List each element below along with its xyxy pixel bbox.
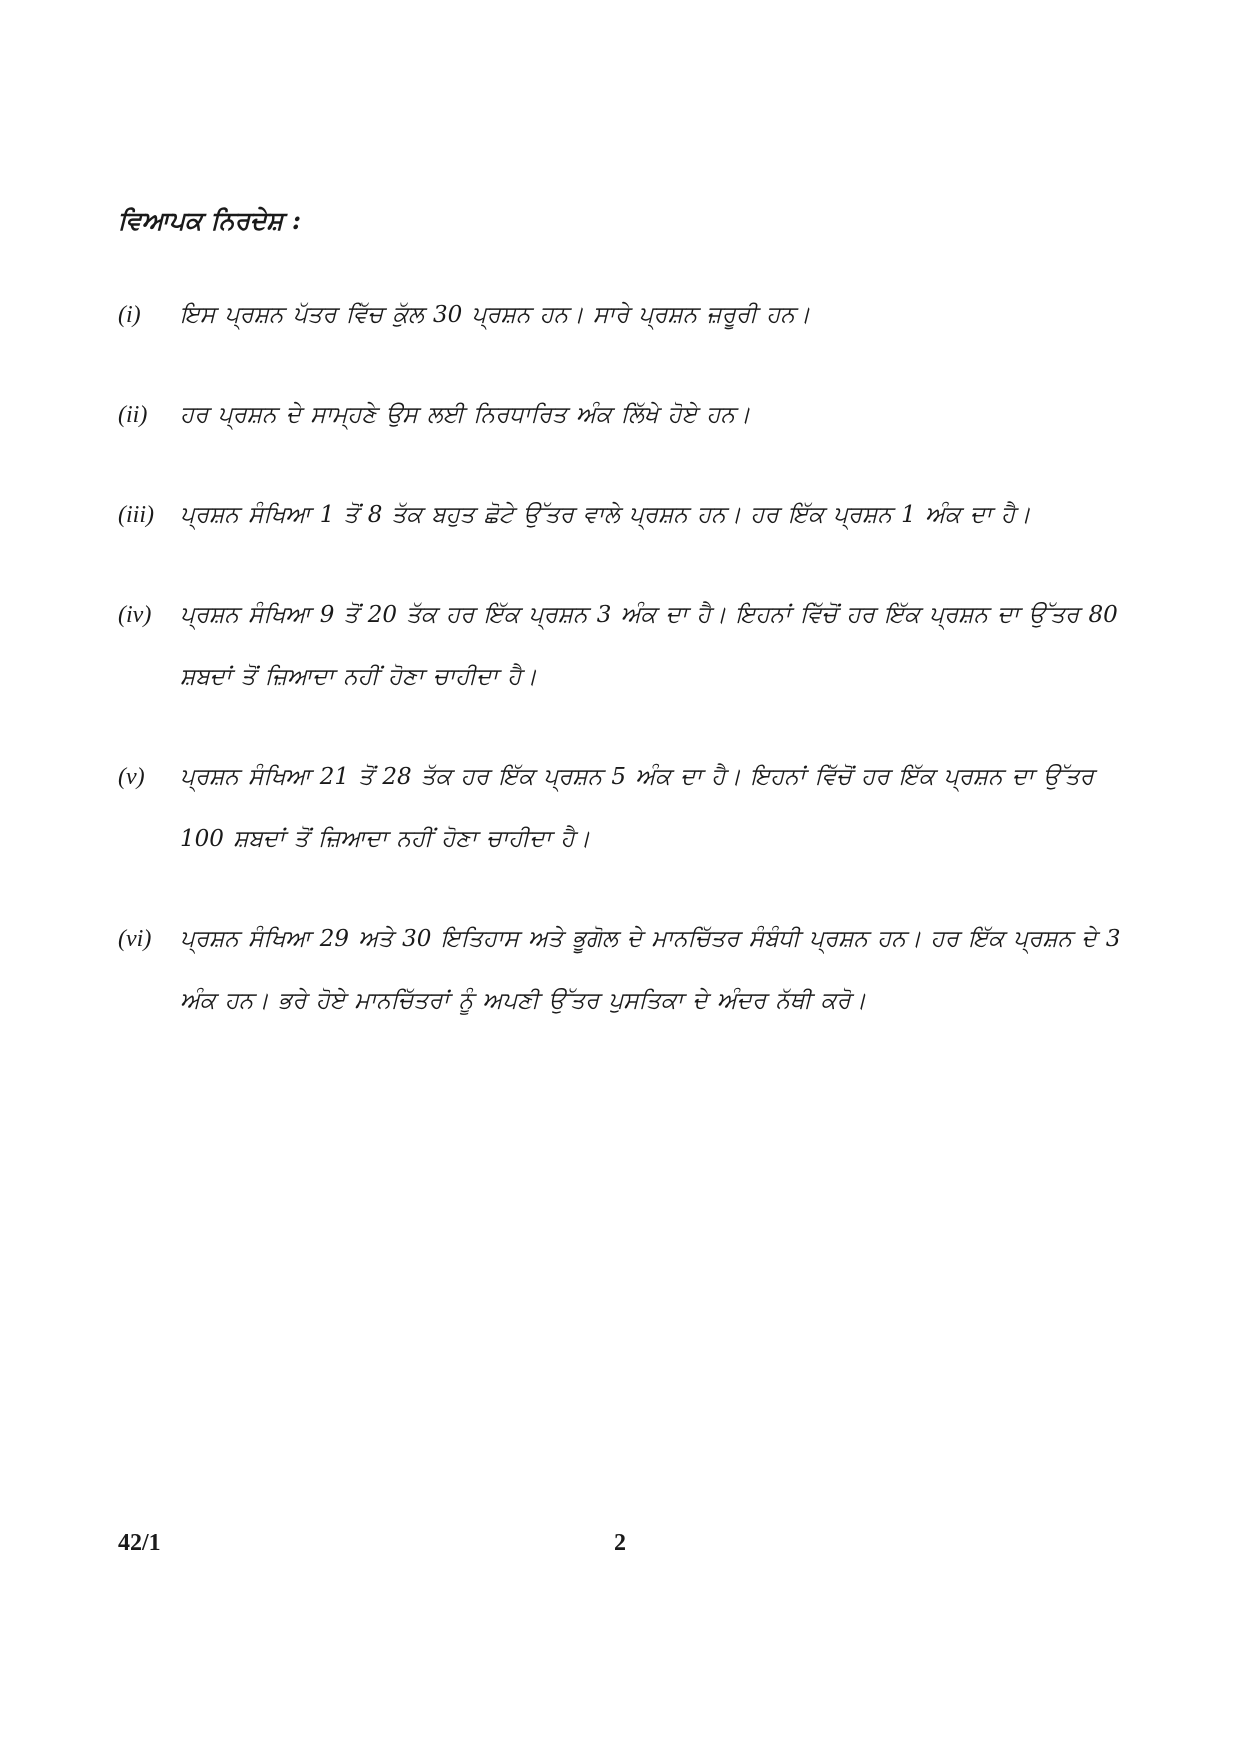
instruction-number: (iii) — [118, 502, 154, 528]
instruction-number: (iv) — [118, 602, 152, 628]
instruction-number: (ii) — [118, 402, 148, 428]
instruction-text: ਇਸ ਪ੍ਰਸ਼ਨ ਪੱਤਰ ਵਿੱਚ ਕੁੱਲ 30 ਪ੍ਰਸ਼ਨ ਹਨ। ਸਾਰੇ ਪ੍ਰਸ਼ਨ ਜ਼ਰੂਰੀ ਹਨ। — [180, 302, 811, 328]
instructions-heading: ਵਿਆਪਕ ਨਿਰਦੇਸ਼ : — [118, 206, 302, 235]
instruction-item — [118, 484, 1138, 546]
instruction-text: ਪ੍ਰਸ਼ਨ ਸੰਖਿਆ 1 ਤੋਂ 8 ਤੱਕ ਬਹੁਤ ਛੋਟੇ ਉੱਤਰ ਵਾਲੇ ਪ੍ਰਸ਼ਨ ਹਨ। ਹਰ ਇੱਕ ਪ੍ਰਸ਼ਨ 1 ਅੰਕ ਦਾ ਹੈ। — [180, 502, 1031, 528]
instruction-item — [118, 584, 1138, 708]
instruction-text: ਪ੍ਰਸ਼ਨ ਸੰਖਿਆ 29 ਅਤੇ 30 ਇਤਿਹਾਸ ਅਤੇ ਭੂਗੋਲ ਦੇ ਮਾਨਚਿੱਤਰ ਸੰਬੰਧੀ ਪ੍ਰਸ਼ਨ ਹਨ। ਹਰ ਇੱਕ ਪ੍ਰਸ਼ਨ ਦੇ 3 ਅੰਕ ਹਨ। ਭਰੇ ਹੋਏ ਮਾਨਚਿੱਤਰਾਂ ਨੂੰ ਅਪਣੀ ਉੱਤਰ ਪੁਸਤਿਕਾ ਦੇ ਅੰਦਰ ਨੱਥੀ ਕਰੋ। — [180, 926, 1121, 1014]
instruction-number: (i) — [118, 302, 141, 328]
instruction-item — [118, 284, 1138, 346]
instruction-item — [118, 746, 1138, 870]
instruction-number: (vi) — [118, 926, 152, 952]
instruction-text: ਹਰ ਪ੍ਰਸ਼ਨ ਦੇ ਸਾਮ੍ਹਣੇ ਉਸ ਲਈ ਨਿਰਧਾਰਿਤ ਅੰਕ ਲਿੱਖੇ ਹੋਏ ਹਨ। — [180, 402, 751, 428]
instruction-item — [118, 384, 1138, 446]
instruction-text: ਪ੍ਰਸ਼ਨ ਸੰਖਿਆ 9 ਤੋਂ 20 ਤੱਕ ਹਰ ਇੱਕ ਪ੍ਰਸ਼ਨ 3 ਅੰਕ ਦਾ ਹੈ। ਇਹਨਾਂ ਵਿੱਚੋਂ ਹਰ ਇੱਕ ਪ੍ਰਸ਼ਨ ਦਾ ਉੱਤਰ 80 ਸ਼ਬਦਾਂ ਤੋਂ ਜ਼ਿਆਦਾ ਨਹੀਂ ਹੋਣਾ ਚਾਹੀਦਾ ਹੈ। — [180, 602, 1118, 690]
page-number: 2 — [614, 1530, 626, 1556]
instructions-list — [118, 284, 1138, 1070]
instruction-item — [118, 908, 1138, 1032]
instruction-number: (v) — [118, 764, 145, 790]
instruction-text: ਪ੍ਰਸ਼ਨ ਸੰਖਿਆ 21 ਤੋਂ 28 ਤੱਕ ਹਰ ਇੱਕ ਪ੍ਰਸ਼ਨ 5 ਅੰਕ ਦਾ ਹੈ। ਇਹਨਾਂ ਵਿੱਚੋਂ ਹਰ ਇੱਕ ਪ੍ਰਸ਼ਨ ਦਾ ਉੱਤਰ 100 ਸ਼ਬਦਾਂ ਤੋਂ ਜ਼ਿਆਦਾ ਨਹੀਂ ਹੋਣਾ ਚਾਹੀਦਾ ਹੈ। — [180, 764, 1094, 852]
paper-code: 42/1 — [118, 1530, 161, 1556]
